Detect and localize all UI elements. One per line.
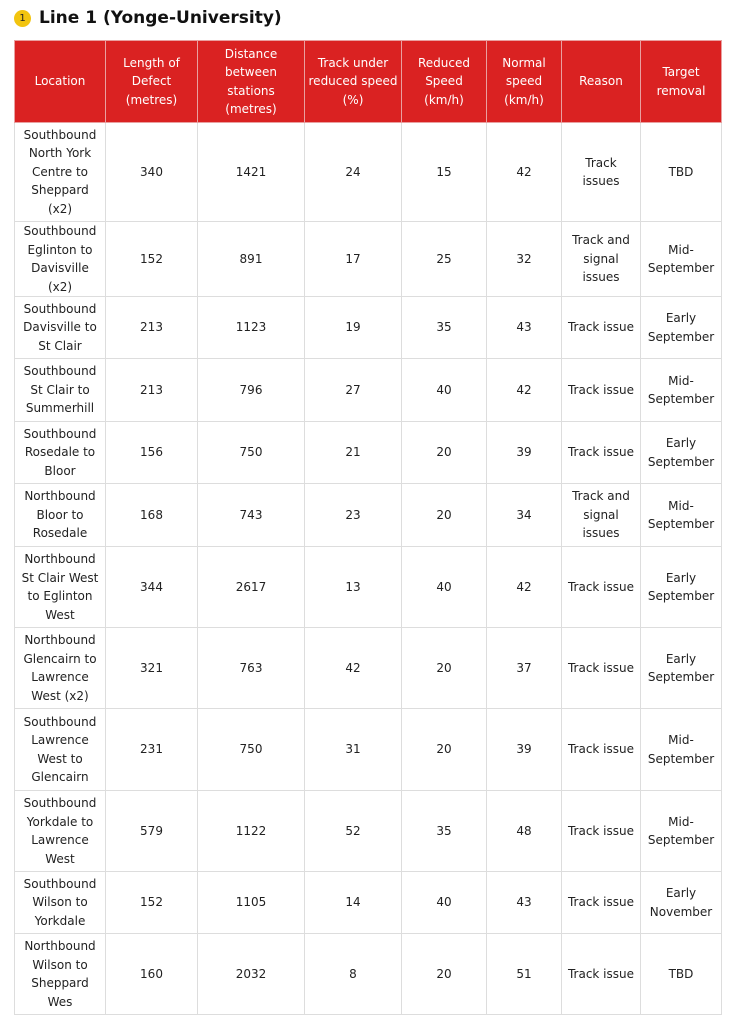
cell-length-of-defect: 213 [106, 359, 198, 422]
table-row [15, 422, 722, 484]
cell-target-removal: TBD [641, 934, 722, 1015]
cell-length-of-defect: 579 [106, 791, 198, 872]
cell-length-of-defect: 160 [106, 934, 198, 1015]
table-row [15, 484, 722, 547]
cell-reduced-speed: 40 [402, 359, 487, 422]
table-row [15, 791, 722, 872]
column-header-location: Location [15, 41, 106, 123]
cell-reduced-speed: 20 [402, 422, 487, 484]
cell-track-under-reduced-speed: 52 [305, 791, 402, 872]
cell-reason: Track issues [562, 123, 641, 222]
cell-normal-speed: 39 [487, 709, 562, 791]
table-row [15, 872, 722, 934]
cell-reduced-speed: 20 [402, 628, 487, 709]
cell-length-of-defect: 152 [106, 222, 198, 297]
cell-location: Southbound Lawrence West to Glencairn [15, 709, 106, 791]
cell-target-removal: Mid-September [641, 484, 722, 547]
cell-reduced-speed: 20 [402, 934, 487, 1015]
cell-track-under-reduced-speed: 21 [305, 422, 402, 484]
cell-target-removal: Early September [641, 297, 722, 359]
cell-distance-between-stations: 763 [198, 628, 305, 709]
cell-reason: Track issue [562, 297, 641, 359]
cell-reduced-speed: 40 [402, 872, 487, 934]
cell-location: Northbound Wilson to Sheppard Wes [15, 934, 106, 1015]
cell-track-under-reduced-speed: 14 [305, 872, 402, 934]
cell-length-of-defect: 168 [106, 484, 198, 547]
cell-track-under-reduced-speed: 27 [305, 359, 402, 422]
cell-reduced-speed: 20 [402, 709, 487, 791]
column-header-target-removal: Target removal [641, 41, 722, 123]
cell-normal-speed: 39 [487, 422, 562, 484]
cell-reason: Track and signal issues [562, 222, 641, 297]
cell-location: Southbound Eglinton to Davisville (x2) [15, 222, 106, 297]
cell-length-of-defect: 152 [106, 872, 198, 934]
cell-reason: Track issue [562, 709, 641, 791]
page-title: Line 1 (Yonge-University) [39, 8, 282, 28]
slow-zones-table [14, 40, 722, 1015]
cell-reduced-speed: 20 [402, 484, 487, 547]
cell-distance-between-stations: 2032 [198, 934, 305, 1015]
cell-track-under-reduced-speed: 8 [305, 934, 402, 1015]
cell-distance-between-stations: 1105 [198, 872, 305, 934]
cell-reason: Track issue [562, 872, 641, 934]
cell-track-under-reduced-speed: 31 [305, 709, 402, 791]
cell-normal-speed: 37 [487, 628, 562, 709]
cell-target-removal: Mid-September [641, 791, 722, 872]
cell-distance-between-stations: 796 [198, 359, 305, 422]
cell-target-removal: Early November [641, 872, 722, 934]
cell-track-under-reduced-speed: 42 [305, 628, 402, 709]
cell-target-removal: Mid-September [641, 222, 722, 297]
table-row [15, 628, 722, 709]
cell-length-of-defect: 156 [106, 422, 198, 484]
cell-target-removal: Early September [641, 628, 722, 709]
section-title [14, 8, 282, 28]
table-row [15, 297, 722, 359]
cell-normal-speed: 43 [487, 297, 562, 359]
table-row [15, 123, 722, 222]
cell-target-removal: TBD [641, 123, 722, 222]
cell-normal-speed: 43 [487, 872, 562, 934]
cell-location: Southbound Davisville to St Clair [15, 297, 106, 359]
cell-length-of-defect: 344 [106, 547, 198, 628]
cell-track-under-reduced-speed: 24 [305, 123, 402, 222]
cell-reduced-speed: 25 [402, 222, 487, 297]
cell-reason: Track issue [562, 422, 641, 484]
cell-track-under-reduced-speed: 13 [305, 547, 402, 628]
cell-reduced-speed: 15 [402, 123, 487, 222]
column-header-track-under-reduced-speed: Track under reduced speed (%) [305, 41, 402, 123]
cell-reason: Track and signal issues [562, 484, 641, 547]
cell-reason: Track issue [562, 934, 641, 1015]
table-row [15, 934, 722, 1015]
cell-target-removal: Mid-September [641, 359, 722, 422]
cell-location: Southbound Rosedale to Bloor [15, 422, 106, 484]
cell-location: Southbound Wilson to Yorkdale [15, 872, 106, 934]
cell-normal-speed: 32 [487, 222, 562, 297]
table-row [15, 222, 722, 297]
cell-normal-speed: 34 [487, 484, 562, 547]
cell-distance-between-stations: 1123 [198, 297, 305, 359]
cell-distance-between-stations: 743 [198, 484, 305, 547]
cell-distance-between-stations: 891 [198, 222, 305, 297]
cell-location: Southbound North York Centre to Sheppard (x2) [15, 123, 106, 222]
line-1-icon: 1 [14, 10, 31, 27]
cell-distance-between-stations: 750 [198, 422, 305, 484]
cell-location: Northbound St Clair West to Eglinton West [15, 547, 106, 628]
cell-length-of-defect: 321 [106, 628, 198, 709]
cell-reason: Track issue [562, 547, 641, 628]
cell-length-of-defect: 231 [106, 709, 198, 791]
cell-normal-speed: 48 [487, 791, 562, 872]
cell-reduced-speed: 35 [402, 791, 487, 872]
cell-location: Northbound Bloor to Rosedale [15, 484, 106, 547]
column-header-distance-between-stations: Distance between stations (metres) [198, 41, 305, 123]
cell-target-removal: Early September [641, 422, 722, 484]
table-row [15, 547, 722, 628]
table-row [15, 709, 722, 791]
cell-target-removal: Early September [641, 547, 722, 628]
column-header-reason: Reason [562, 41, 641, 123]
cell-reason: Track issue [562, 791, 641, 872]
cell-track-under-reduced-speed: 19 [305, 297, 402, 359]
header-row [15, 41, 722, 123]
cell-track-under-reduced-speed: 17 [305, 222, 402, 297]
cell-normal-speed: 42 [487, 547, 562, 628]
column-header-normal-speed: Normal speed (km/h) [487, 41, 562, 123]
column-header-reduced-speed: Reduced Speed (km/h) [402, 41, 487, 123]
cell-location: Southbound Yorkdale to Lawrence West [15, 791, 106, 872]
cell-distance-between-stations: 1122 [198, 791, 305, 872]
cell-reason: Track issue [562, 359, 641, 422]
cell-target-removal: Mid-September [641, 709, 722, 791]
cell-reduced-speed: 35 [402, 297, 487, 359]
table-row [15, 359, 722, 422]
cell-length-of-defect: 213 [106, 297, 198, 359]
cell-normal-speed: 42 [487, 359, 562, 422]
cell-normal-speed: 51 [487, 934, 562, 1015]
cell-normal-speed: 42 [487, 123, 562, 222]
cell-track-under-reduced-speed: 23 [305, 484, 402, 547]
cell-reduced-speed: 40 [402, 547, 487, 628]
column-header-length-of-defect: Length of Defect (metres) [106, 41, 198, 123]
cell-location: Southbound St Clair to Summerhill [15, 359, 106, 422]
cell-distance-between-stations: 2617 [198, 547, 305, 628]
cell-location: Northbound Glencairn to Lawrence West (x2) [15, 628, 106, 709]
cell-length-of-defect: 340 [106, 123, 198, 222]
cell-distance-between-stations: 1421 [198, 123, 305, 222]
cell-distance-between-stations: 750 [198, 709, 305, 791]
cell-reason: Track issue [562, 628, 641, 709]
